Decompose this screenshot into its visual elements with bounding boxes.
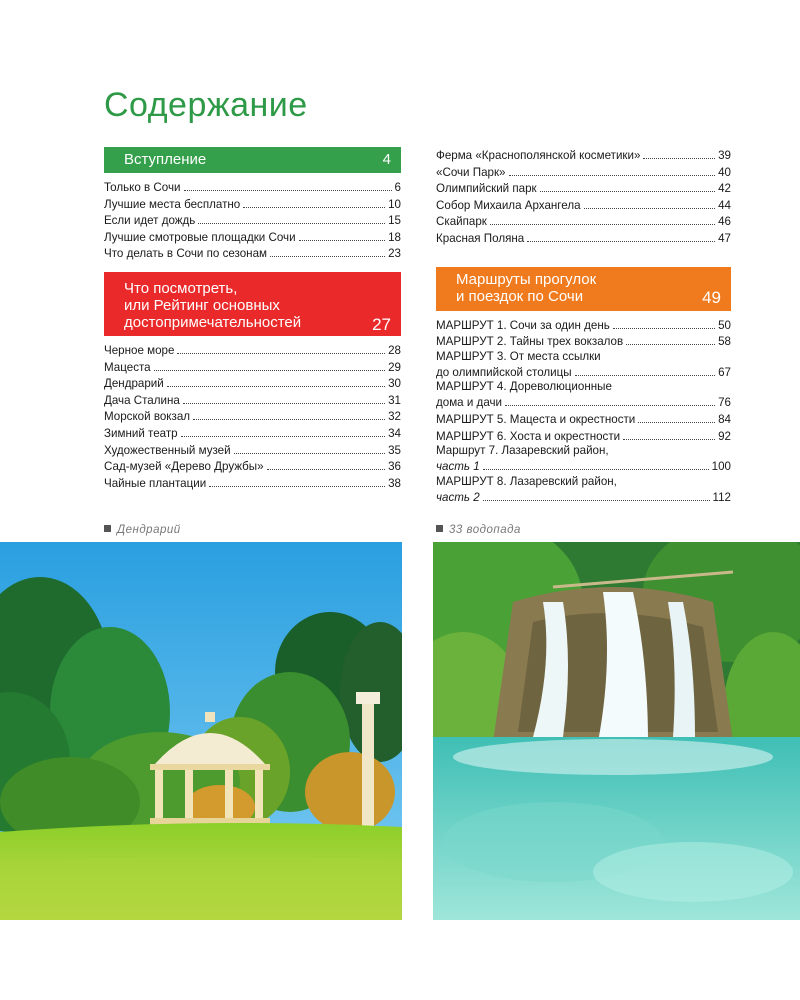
- photo-caption-right: 33 водопада: [436, 524, 521, 536]
- toc-entry[interactable]: Красная Поляна 47: [436, 231, 731, 245]
- toc-entry[interactable]: Ферма «Краснополянской косметики» 39: [436, 149, 731, 162]
- toc-entry[interactable]: МАРШРУТ 1. Сочи за один день 50: [436, 318, 731, 332]
- section-intro[interactable]: [104, 147, 401, 173]
- toc-entry[interactable]: Лучшие места бесплатно 10: [104, 197, 401, 211]
- toc-entry[interactable]: Скайпарк 46: [436, 215, 731, 229]
- toc-entry[interactable]: дома и дачи 76: [436, 396, 731, 410]
- toc-left-column: [104, 147, 401, 501]
- toc-entry[interactable]: МАРШРУТ 6. Хоста и окрестности 92: [436, 429, 731, 443]
- bullet-square-icon: [104, 525, 111, 532]
- toc-entry[interactable]: Мацеста 29: [104, 360, 401, 374]
- toc-entry[interactable]: Черное море 28: [104, 343, 401, 357]
- photo-waterfall: [433, 542, 800, 920]
- routes-list: [436, 317, 731, 506]
- toc-entry[interactable]: Что делать в Сочи по сезонам 23: [104, 247, 401, 261]
- section-routes[interactable]: [436, 267, 731, 311]
- toc-right-column: [436, 147, 731, 515]
- section-routes-line2: и поездок по Сочи: [456, 287, 584, 305]
- section-intro-page: 4: [382, 151, 391, 168]
- sights-list: [104, 342, 401, 491]
- toc-entry[interactable]: Художественный музей 35: [104, 443, 401, 457]
- toc-entry[interactable]: Сад-музей «Дерево Дружбы» 36: [104, 460, 401, 474]
- intro-list: [104, 179, 401, 262]
- toc-entry[interactable]: часть 2 112: [436, 490, 731, 504]
- toc-entry[interactable]: Дача Сталина 31: [104, 393, 401, 407]
- toc-entry[interactable]: МАРШРУТ 2. Тайны трех вокзалов 58: [436, 335, 731, 349]
- bullet-square-icon: [436, 525, 443, 532]
- toc-entry[interactable]: Собор Михаила Архангела 44: [436, 198, 731, 212]
- section-sights-line2: или Рейтинг основных: [124, 296, 280, 314]
- toc-entry[interactable]: Только в Сочи 6: [104, 181, 401, 194]
- section-sights-line3: достопримечательностей: [124, 313, 302, 331]
- toc-entry[interactable]: Если идет дождь 15: [104, 214, 401, 228]
- section-routes-line1: Маршруты прогулок: [456, 270, 597, 288]
- toc-entry[interactable]: «Сочи Парк» 40: [436, 165, 731, 179]
- section-sights-line1: Что посмотреть,: [124, 279, 238, 297]
- photo-caption-left: Дендрарий: [104, 524, 181, 536]
- sights-list-continued: [436, 147, 731, 247]
- toc-entry[interactable]: Маршрут 7. Лазаревский район,: [436, 444, 609, 458]
- toc-entry[interactable]: МАРШРУТ 3. От места ссылки: [436, 349, 601, 363]
- toc-entry[interactable]: часть 1 100: [436, 460, 731, 474]
- photo-arboretum: [0, 542, 402, 920]
- section-sights-page: 27: [372, 314, 391, 334]
- toc-entry[interactable]: Морской вокзал 32: [104, 410, 401, 424]
- toc-entry[interactable]: до олимпийской столицы 67: [436, 365, 731, 379]
- toc-entry[interactable]: Чайные плантации 38: [104, 476, 401, 490]
- page-title: Содержание: [104, 86, 308, 124]
- toc-entry[interactable]: Зимний театр 34: [104, 426, 401, 440]
- toc-entry[interactable]: Дендрарий 30: [104, 377, 401, 391]
- toc-entry[interactable]: МАРШРУТ 4. Дореволюционные: [436, 380, 612, 394]
- toc-entry[interactable]: Лучшие смотровые площадки Сочи 18: [104, 230, 401, 244]
- toc-entry[interactable]: МАРШРУТ 8. Лазаревский район,: [436, 474, 617, 488]
- toc-entry[interactable]: МАРШРУТ 5. Мацеста и окрестности 84: [436, 412, 731, 426]
- section-sights[interactable]: [104, 272, 401, 336]
- toc-entry[interactable]: Олимпийский парк 42: [436, 182, 731, 196]
- section-intro-label: Вступление: [124, 151, 207, 168]
- section-routes-page: 49: [702, 287, 721, 307]
